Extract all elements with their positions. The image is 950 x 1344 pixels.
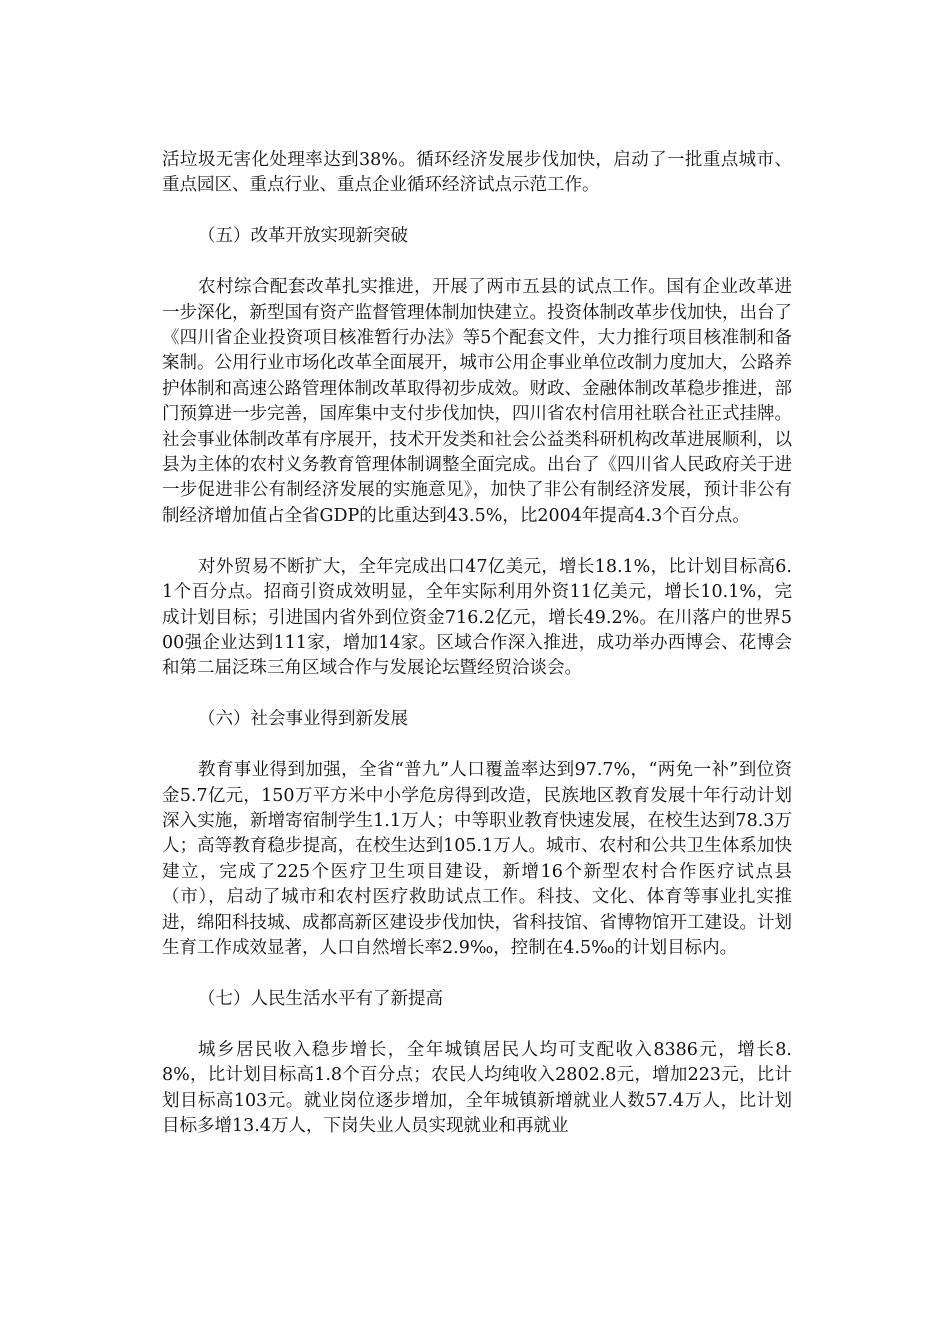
paragraph-continued: 活垃圾无害化处理率达到38%。循环经济发展步伐加快，启动了一批重点城市、重点园区、重点行业、重点企业循环经济试点示范工作。: [162, 150, 792, 196]
paragraph-reform: 农村综合配套改革扎实推进，开展了两市五县的试点工作。国有企业改革进一步深化，新型国有资产监督管理体制加快建立。投资体制改革步伐加快，出台了《四川省企业投资项目核准暂行办法》等5个配套文件，大力推行项目核准制和备案制。公用行业市场化改革全面展开，城市公用企事业单位改制力度加大，公路养护体制和高速公路管理体制改革取得初步成效。财政、金融体制改革稳步推进，部门预算进一步完善，国库集中支付步伐加快，四川省农村信用社联合社正式挂牌。社会事业体制改革有序展开，技术开发类和社会公益类科研机构改革进展顺利，以县为主体的农村义务教育管理体制调整全面完成。出台了《四川省人民政府关于进一步促进非公有制经济发展的实施意见》，加快了非公有制经济发展，预计非公有制经济增加值占全省GDP的比重达到43.5%，比2004年提高4.3个百分点。: [162, 277, 792, 526]
section-heading-5: （五）改革开放实现新突破: [198, 226, 408, 247]
section-heading-6: （六）社会事业得到新发展: [198, 709, 408, 730]
document-page: [162, 148, 792, 1165]
paragraph-education: 教育事业得到加强，全省“普九”人口覆盖率达到97.7%，“两免一补”到位资金5.7亿元，150万平方米中小学危房得到改造，民族地区教育发展十年行动计划深入实施，新增寄宿制学生1.1万人；中等职业教育快速发展，在校生达到78.3万人；高等教育稳步提高，在校生达到105.1万人。城市、农村和公共卫生体系加快建立，完成了225个医疗卫生项目建设，新增16个新型农村合作医疗试点县（市），启动了城市和农村医疗救助试点工作。科技、文化、体育等事业扎实推进，绵阳科技城、成都高新区建设步伐加快，省科技馆、省博物馆开工建设。计划生育工作成效显著，人口自然增长率2.9‰，控制在4.5‰的计划目标内。: [162, 760, 792, 959]
section-heading-7: （七）人民生活水平有了新提高: [198, 988, 443, 1009]
paragraph-trade: 对外贸易不断扩大，全年完成出口47亿美元，增长18.1%，比计划目标高6.1个百分点。招商引资成效明显，全年实际利用外资11亿美元，增长10.1%，完成计划目标；引进国内省外到位资金716.2亿元，增长49.2%。在川落户的世界500强企业达到111家，增加14家。区域合作深入推进，成功举办西博会、花博会和第二届泛珠三角区域合作与发展论坛暨经贸洽谈会。: [162, 556, 792, 679]
paragraph-income: 城乡居民收入稳步增长，全年城镇居民人均可支配收入8386元，增长8.8%，比计划目标高1.8个百分点；农民人均纯收入2802.8元，增加223元，比计划目标高103元。就业岗位逐步增加，全年城镇新增就业人数57.4万人，比计划目标多增13.4万人，下岗失业人员实现就业和再就业: [162, 1039, 792, 1137]
